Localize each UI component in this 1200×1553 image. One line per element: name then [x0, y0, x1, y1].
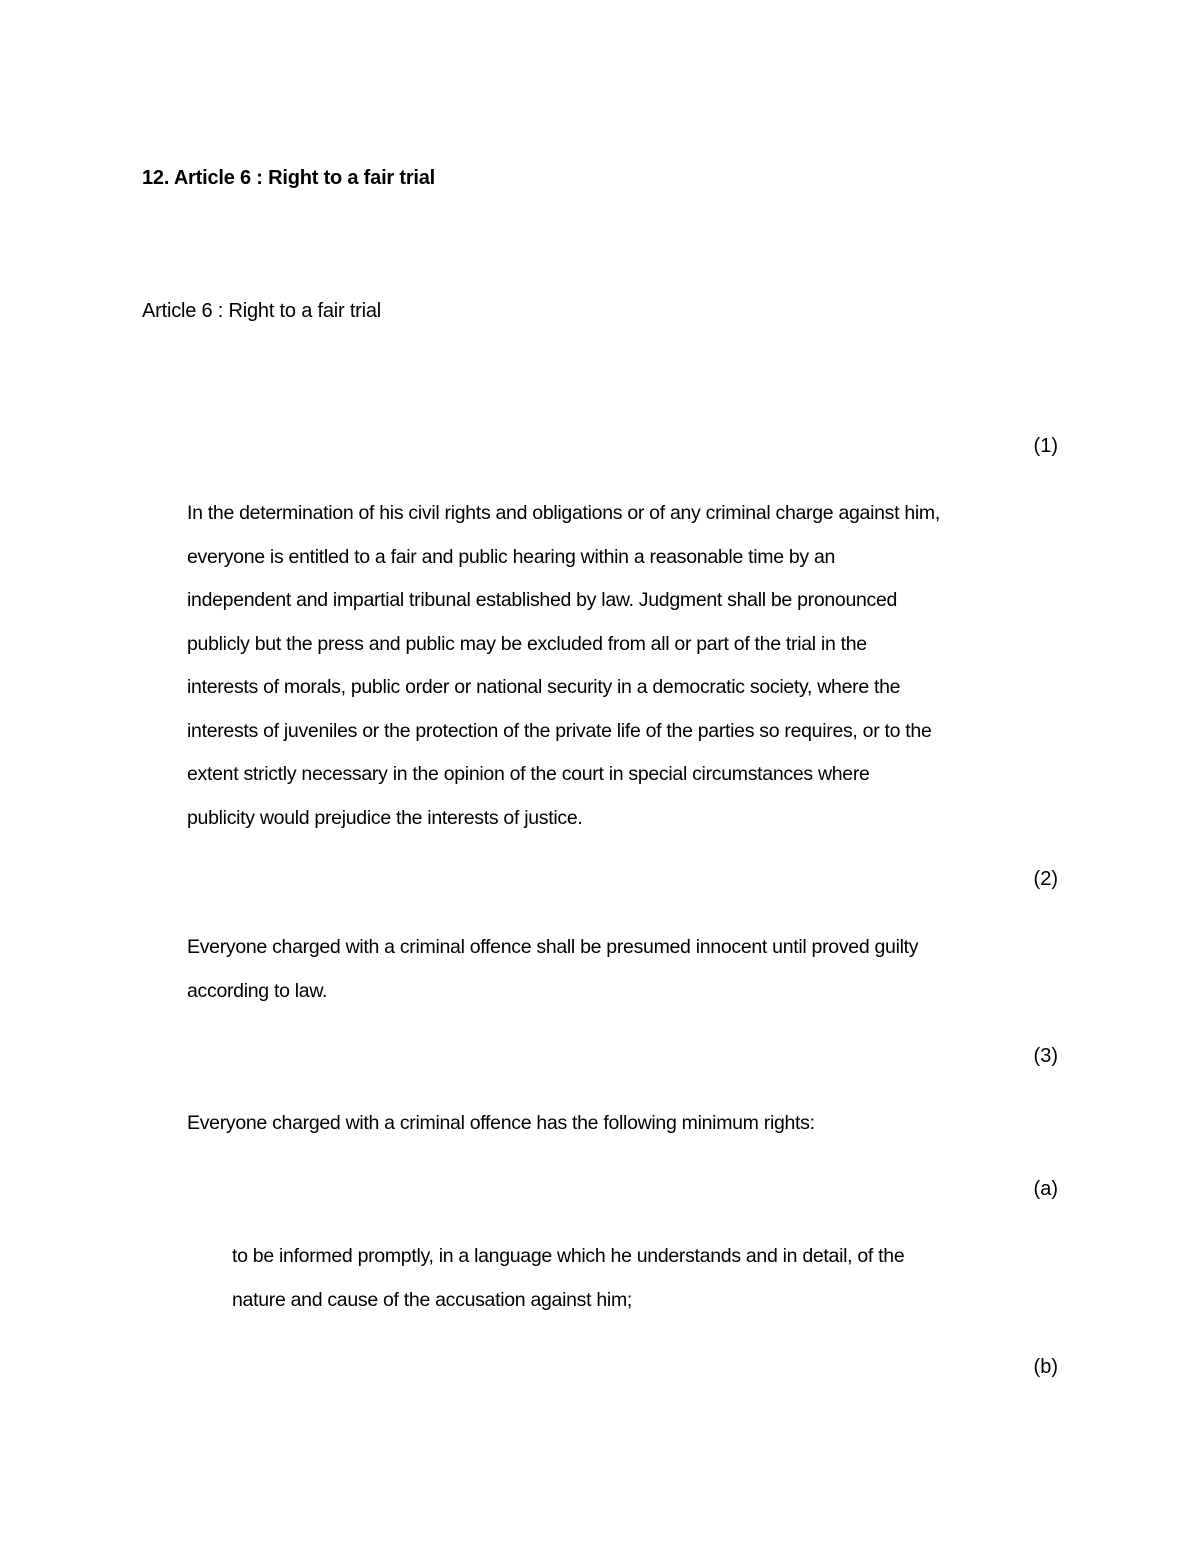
subsection-marker-a: (a) [1033, 1178, 1058, 1200]
paragraph-line: publicly but the press and public may be excluded from all or part of the trial in the [187, 632, 867, 655]
subsection-a-paragraph [232, 1235, 904, 1322]
paragraph-line: Everyone charged with a criminal offence has the following minimum rights: [187, 1112, 815, 1134]
article-title: Article 6 : Right to a fair trial [142, 300, 382, 322]
section-marker-3: (3) [1033, 1045, 1058, 1067]
section-3-paragraph [187, 1102, 815, 1146]
paragraph-line: publicity would prejudice the interests of justice. [187, 806, 583, 829]
paragraph-line: independent and impartial tribunal established by law. Judgment shall be pronounced [187, 589, 898, 611]
paragraph-line: according to law. [187, 979, 328, 1002]
paragraph-line: nature and cause of the accusation against him; [232, 1288, 632, 1311]
section-marker-1: (1) [1033, 435, 1058, 457]
paragraph-line: Everyone charged with a criminal offence shall be presumed innocent until proved guilty [187, 936, 919, 958]
section-2-paragraph [187, 926, 918, 1013]
paragraph-line: interests of juveniles or the protection of the private life of the parties so requires, or to the [187, 719, 932, 742]
paragraph-line: everyone is entitled to a fair and public hearing within a reasonable time by an [187, 545, 836, 568]
subsection-marker-b: (b) [1033, 1356, 1058, 1378]
section-1-paragraph [187, 492, 940, 840]
paragraph-line: extent strictly necessary in the opinion of the court in special circumstances where [187, 763, 870, 785]
paragraph-line: In the determination of his civil rights and obligations or of any criminal charge against him, [187, 502, 940, 524]
document-heading: 12. Article 6 : Right to a fair trial [142, 167, 436, 189]
paragraph-line: interests of morals, public order or national security in a democratic society, where the [187, 676, 901, 698]
paragraph-line: to be informed promptly, in a language which he understands and in detail, of the [232, 1245, 905, 1267]
section-marker-2: (2) [1033, 868, 1058, 890]
